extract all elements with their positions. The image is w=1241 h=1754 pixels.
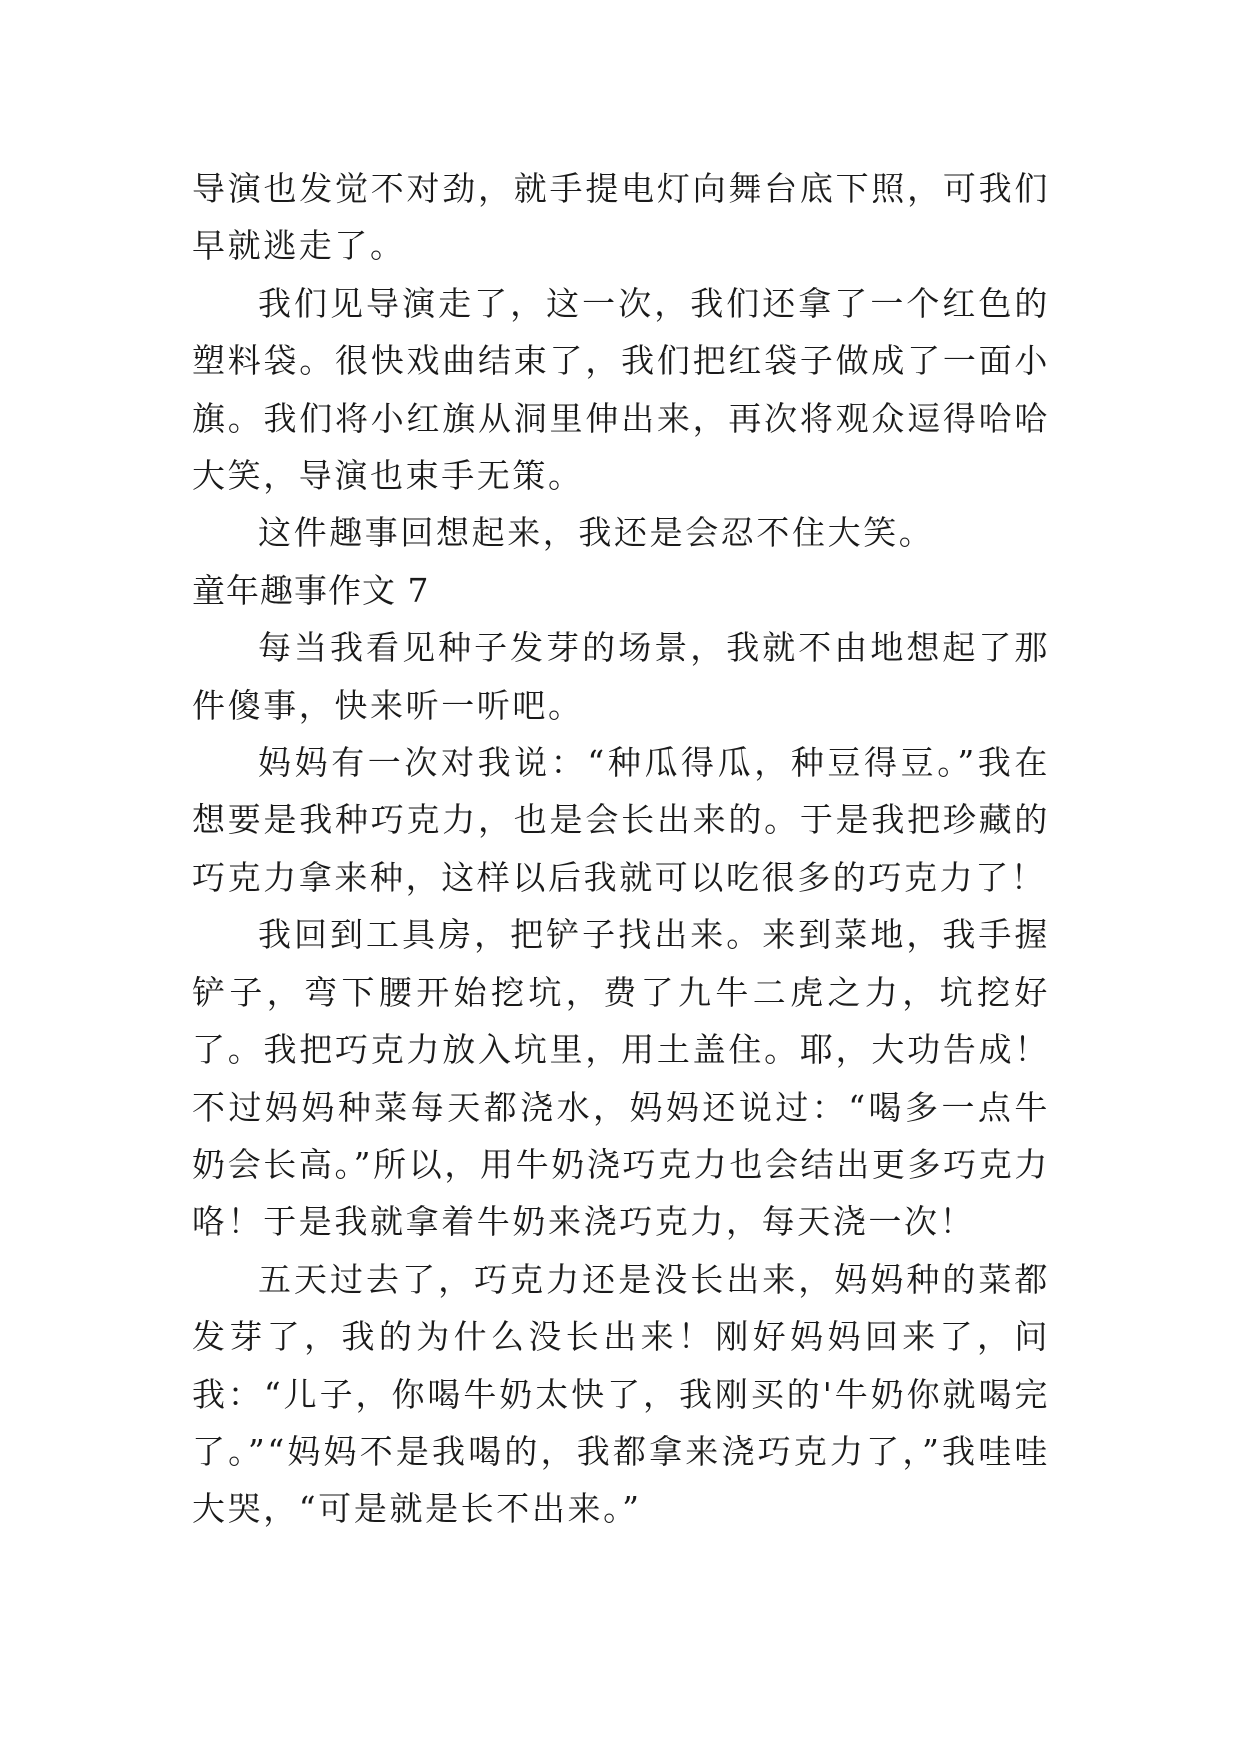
paragraph: 妈妈有一次对我说：“种瓜得瓜，种豆得豆。”我在想要是我种巧克力，也是会长出来的。于是我把珍藏的巧克力拿来种，这样以后我就可以吃很多的巧克力了！ — [192, 743, 1050, 897]
section-title: 童年趣事作文 7 — [192, 570, 430, 610]
paragraph: 我们见导演走了，这一次，我们还拿了一个红色的塑料袋。很快戏曲结束了，我们把红袋子做成了一面小旗。我们将小红旗从洞里伸出来，再次将观众逗得哈哈大笑，导演也束手无策。 — [192, 283, 1050, 496]
document-body — [192, 160, 1050, 1538]
paragraph: 每当我看见种子发芽的场景，我就不由地想起了那件傻事，快来听一听吧。 — [192, 628, 1050, 725]
paragraph: 五天过去了，巧克力还是没长出来，妈妈种的菜都发芽了，我的为什么没长出来！刚好妈妈回来了，问我：“儿子，你喝牛奶太快了，我刚买的'牛奶你就喝完了。”“妈妈不是我喝的，我都拿来浇巧克力了，”我哇哇大哭，“可是就是长不出来。” — [192, 1259, 1050, 1529]
paragraph-continued: 导演也发觉不对劲，就手提电灯向舞台底下照，可我们早就逃走了。 — [192, 169, 1050, 266]
paragraph: 这件趣事回想起来，我还是会忍不住大笑。 — [258, 513, 935, 553]
paragraph: 我回到工具房，把铲子找出来。来到菜地，我手握铲子，弯下腰开始挖坑，费了九牛二虎之力，坑挖好了。我把巧克力放入坑里，用土盖住。耶，大功告成！不过妈妈种菜每天都浇水，妈妈还说过：“喝多一点牛奶会长高。”所以，用牛奶浇巧克力也会结出更多巧克力咯！于是我就拿着牛奶来浇巧克力，每天浇一次！ — [192, 915, 1050, 1242]
